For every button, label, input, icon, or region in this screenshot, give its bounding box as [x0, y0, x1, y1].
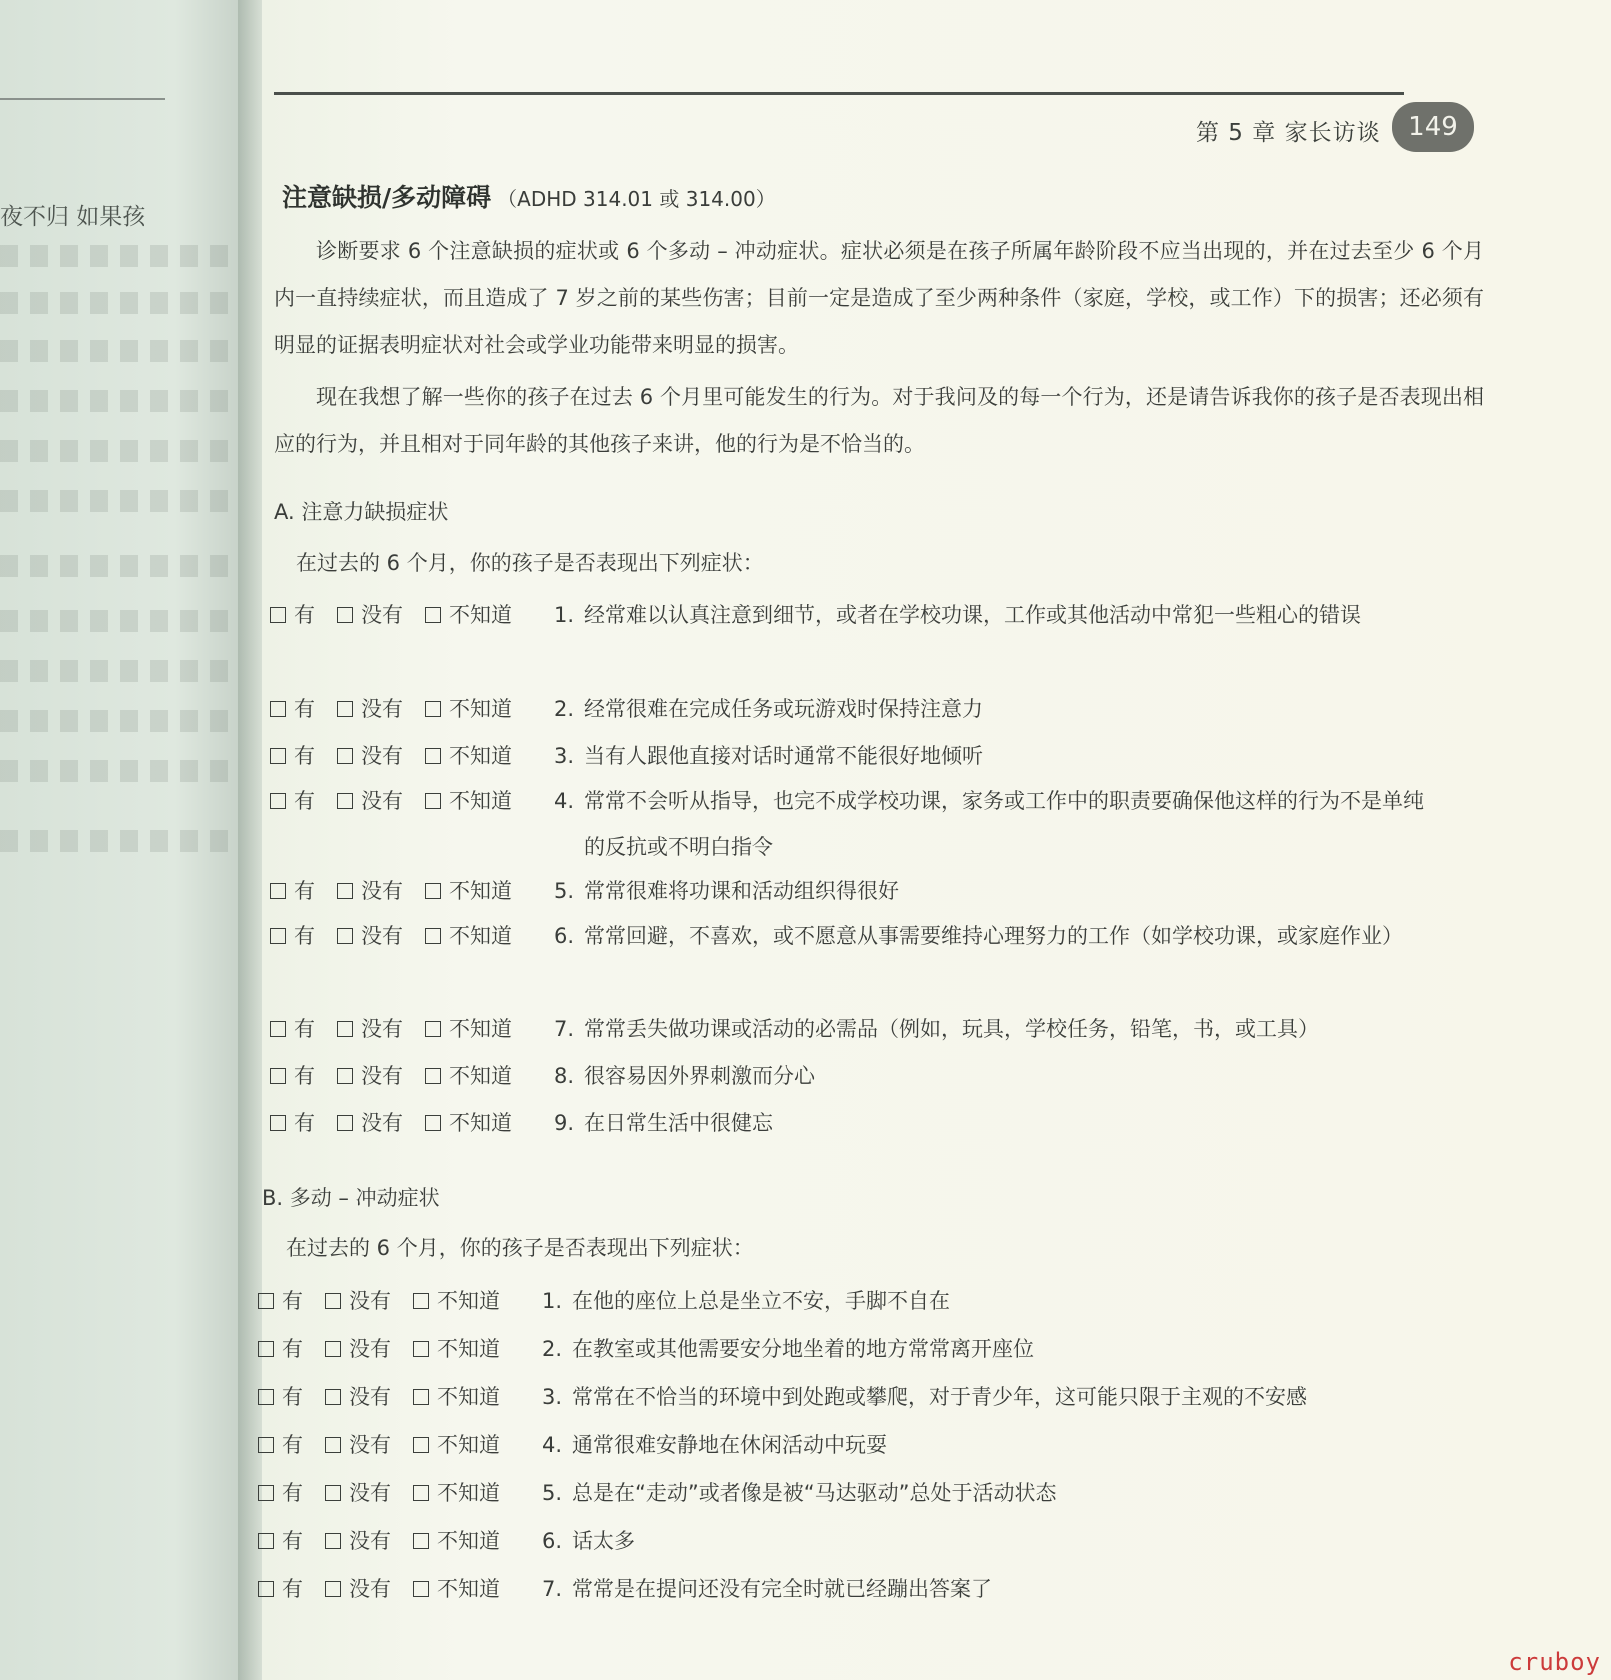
answer-options — [258, 1566, 522, 1612]
option-label: 不知道 — [437, 1337, 500, 1361]
answer-options — [258, 1326, 522, 1372]
part-a-intro: 在过去的 6 个月，你的孩子是否表现出下列症状： — [296, 551, 764, 575]
option-label: 没有 — [349, 1529, 391, 1553]
checkbox-icon[interactable] — [413, 1485, 429, 1501]
option-unknown[interactable] — [413, 1326, 500, 1372]
checkbox-icon[interactable] — [270, 701, 286, 717]
option-label: 有 — [294, 924, 315, 948]
option-no[interactable] — [325, 1278, 391, 1324]
option-label: 没有 — [361, 924, 403, 948]
option-label: 不知道 — [449, 603, 512, 627]
watermark: cruboy — [1508, 1648, 1601, 1676]
option-label: 有 — [294, 1017, 315, 1041]
option-label: 有 — [294, 1111, 315, 1135]
option-label: 不知道 — [449, 1017, 512, 1041]
checkbox-icon[interactable] — [337, 1068, 353, 1084]
checkbox-icon[interactable] — [258, 1389, 274, 1405]
item-number: 1. — [554, 603, 575, 627]
option-no[interactable] — [325, 1470, 391, 1516]
ghost-text — [0, 830, 230, 852]
item-number: 8. — [554, 1064, 575, 1088]
option-label: 不知道 — [449, 924, 512, 948]
checkbox-icon[interactable] — [270, 883, 286, 899]
option-label: 有 — [282, 1337, 303, 1361]
option-label: 没有 — [361, 744, 403, 768]
item-text: 在日常生活中很健忘 — [584, 1111, 773, 1135]
item-number: 6. — [554, 924, 575, 948]
item-number: 2. — [554, 697, 575, 721]
option-no[interactable] — [337, 913, 403, 959]
checkbox-icon[interactable] — [325, 1341, 341, 1357]
ghost-text — [0, 490, 230, 512]
option-yes[interactable] — [258, 1374, 303, 1420]
option-yes[interactable] — [270, 913, 315, 959]
checkbox-icon[interactable] — [337, 793, 353, 809]
checkbox-icon[interactable] — [425, 928, 441, 944]
option-label: 有 — [294, 744, 315, 768]
checkbox-icon[interactable] — [337, 1115, 353, 1131]
option-no[interactable] — [325, 1566, 391, 1612]
item-text: 在教室或其他需要安分地坐着的地方常常离开座位 — [572, 1337, 1034, 1361]
option-no[interactable] — [337, 1006, 403, 1052]
option-yes[interactable] — [258, 1470, 303, 1516]
item-number: 2. — [542, 1337, 563, 1361]
checkbox-icon[interactable] — [413, 1389, 429, 1405]
option-unknown[interactable] — [413, 1470, 500, 1516]
option-label: 没有 — [361, 1017, 403, 1041]
section-title — [282, 178, 776, 214]
option-unknown[interactable] — [413, 1566, 500, 1612]
option-unknown[interactable] — [413, 1278, 500, 1324]
checkbox-icon[interactable] — [425, 1068, 441, 1084]
option-label: 没有 — [361, 697, 403, 721]
item-number: 3. — [554, 744, 575, 768]
option-label: 不知道 — [437, 1433, 500, 1457]
checkbox-icon[interactable] — [337, 607, 353, 623]
checkbox-icon[interactable] — [270, 1068, 286, 1084]
answer-options — [258, 1422, 522, 1468]
option-label: 有 — [282, 1529, 303, 1553]
option-yes[interactable] — [270, 778, 315, 824]
section-code: （ADHD 314.01 或 314.00） — [497, 187, 776, 211]
checkbox-icon[interactable] — [337, 748, 353, 764]
checkbox-icon[interactable] — [258, 1437, 274, 1453]
option-label: 不知道 — [437, 1289, 500, 1313]
item-text: 话太多 — [572, 1529, 635, 1553]
option-label: 不知道 — [449, 744, 512, 768]
option-yes[interactable] — [258, 1422, 303, 1468]
option-label: 没有 — [361, 603, 403, 627]
part-a-heading: A. 注意力缺损症状 — [274, 500, 449, 524]
option-yes[interactable] — [270, 733, 315, 779]
item-number: 1. — [542, 1289, 563, 1313]
chapter-header: 第 5 章 家长访谈 — [1196, 120, 1381, 146]
option-unknown[interactable] — [413, 1422, 500, 1468]
option-label: 不知道 — [437, 1529, 500, 1553]
checkbox-icon[interactable] — [325, 1581, 341, 1597]
checkbox-icon[interactable] — [413, 1341, 429, 1357]
option-yes[interactable] — [270, 1100, 315, 1146]
option-unknown[interactable] — [413, 1374, 500, 1420]
item-text: 很容易因外界刺激而分心 — [584, 1064, 815, 1088]
option-unknown[interactable] — [425, 1100, 512, 1146]
option-no[interactable] — [337, 733, 403, 779]
option-yes[interactable] — [270, 1006, 315, 1052]
ghost-text — [0, 440, 230, 462]
item-text: 常常很难将功课和活动组织得很好 — [584, 879, 899, 903]
item-text: 常常是在提问还没有完全时就已经蹦出答案了 — [572, 1577, 992, 1601]
option-no[interactable] — [337, 868, 403, 914]
option-unknown[interactable] — [425, 686, 512, 732]
checkbox-icon[interactable] — [325, 1533, 341, 1549]
checkbox-icon[interactable] — [258, 1341, 274, 1357]
option-label: 没有 — [361, 1111, 403, 1135]
option-label: 有 — [294, 697, 315, 721]
item-text: 经常难以认真注意到细节，或者在学校功课，工作或其他活动中常犯一些粗心的错误 — [584, 603, 1361, 627]
ghost-text — [0, 760, 230, 782]
item-text: 总是在“走动”或者像是被“马达驱动”总处于活动状态 — [572, 1481, 1057, 1505]
item-number: 6. — [542, 1529, 563, 1553]
ghost-text — [0, 610, 230, 632]
answer-options — [270, 868, 534, 914]
item-text: 通常很难安静地在休闲活动中玩耍 — [572, 1433, 887, 1457]
option-yes[interactable] — [258, 1566, 303, 1612]
checkbox-icon[interactable] — [413, 1533, 429, 1549]
checkbox-icon[interactable] — [270, 607, 286, 623]
answer-options — [270, 1100, 534, 1146]
option-label: 没有 — [361, 1064, 403, 1088]
item-number: 7. — [554, 1017, 575, 1041]
option-yes[interactable] — [270, 1053, 315, 1099]
option-no[interactable] — [325, 1518, 391, 1564]
intro-paragraph-1: 诊断要求 6 个注意缺损的症状或 6 个多动 – 冲动症状。症状必须是在孩子所属年龄阶段不应当出现的，并在过去至少 6 个月内一直持续症状，而且造成了 7 岁之前的某些伤害；目前一定是造成了至少两种条件（家庭，学校，或工作）下的损害；还必须有明显的证据表明症状对社会或学业功能带来明显的损害。 — [274, 239, 1484, 357]
option-no[interactable] — [337, 686, 403, 732]
intro-paragraph-2: 现在我想了解一些你的孩子在过去 6 个月里可能发生的行为。对于我问及的每一个行为，还是请告诉我你的孩子是否表现出相应的行为，并且相对于同年龄的其他孩子来讲，他的行为是不恰当的。 — [274, 385, 1484, 456]
option-unknown[interactable] — [425, 913, 512, 959]
option-label: 有 — [282, 1289, 303, 1313]
option-yes[interactable] — [270, 686, 315, 732]
checkbox-icon[interactable] — [413, 1437, 429, 1453]
option-unknown[interactable] — [425, 592, 512, 638]
option-label: 没有 — [349, 1289, 391, 1313]
checkbox-icon[interactable] — [270, 793, 286, 809]
option-no[interactable] — [325, 1422, 391, 1468]
right-page — [262, 0, 1611, 1680]
option-label: 有 — [294, 603, 315, 627]
ghost-text — [0, 390, 230, 412]
option-label: 没有 — [349, 1577, 391, 1601]
item-text: 常常在不恰当的环境中到处跑或攀爬，对于青少年，这可能只限于主观的不安感 — [572, 1385, 1307, 1409]
option-label: 有 — [294, 789, 315, 813]
answer-options — [270, 592, 534, 638]
item-number: 3. — [542, 1385, 563, 1409]
checkbox-icon[interactable] — [425, 748, 441, 764]
left-page-fragment: 夜不归 如果孩 — [0, 204, 146, 230]
ghost-text — [0, 292, 230, 314]
option-no[interactable] — [337, 1053, 403, 1099]
option-label: 不知道 — [449, 1064, 512, 1088]
left-page-rule — [0, 98, 165, 100]
item-number: 4. — [542, 1433, 563, 1457]
option-label: 有 — [282, 1433, 303, 1457]
checkbox-icon[interactable] — [325, 1437, 341, 1453]
option-label: 不知道 — [449, 697, 512, 721]
item-text: 常常不会听从指导，也完不成学校功课，家务或工作中的职责要确保他这样的行为不是单纯的反抗或不明白指令 — [584, 789, 1424, 859]
checkbox-icon[interactable] — [270, 928, 286, 944]
option-label: 不知道 — [437, 1385, 500, 1409]
option-label: 没有 — [349, 1385, 391, 1409]
option-label: 没有 — [361, 789, 403, 813]
option-label: 有 — [294, 879, 315, 903]
checkbox-icon[interactable] — [425, 607, 441, 623]
option-yes[interactable] — [258, 1326, 303, 1372]
part-b-heading: B. 多动 – 冲动症状 — [262, 1186, 440, 1210]
checkbox-icon[interactable] — [258, 1533, 274, 1549]
option-label: 不知道 — [449, 879, 512, 903]
option-label: 没有 — [361, 879, 403, 903]
checkbox-icon[interactable] — [337, 1021, 353, 1037]
checkbox-icon[interactable] — [258, 1485, 274, 1501]
option-no[interactable] — [325, 1326, 391, 1372]
answer-options — [270, 1006, 534, 1052]
answer-options — [270, 733, 534, 779]
checkbox-icon[interactable] — [337, 701, 353, 717]
option-label: 有 — [294, 1064, 315, 1088]
answer-options — [258, 1278, 522, 1324]
checkbox-icon[interactable] — [425, 793, 441, 809]
option-label: 有 — [282, 1481, 303, 1505]
option-label: 不知道 — [449, 1111, 512, 1135]
option-label: 有 — [282, 1385, 303, 1409]
checkbox-icon[interactable] — [325, 1389, 341, 1405]
option-unknown[interactable] — [425, 778, 512, 824]
checkbox-icon[interactable] — [337, 883, 353, 899]
option-unknown[interactable] — [425, 733, 512, 779]
ghost-text — [0, 340, 230, 362]
checkbox-icon[interactable] — [413, 1293, 429, 1309]
checkbox-icon[interactable] — [270, 1021, 286, 1037]
checkbox-icon[interactable] — [258, 1293, 274, 1309]
item-number: 4. — [554, 789, 575, 813]
option-unknown[interactable] — [425, 868, 512, 914]
checkbox-icon[interactable] — [425, 1021, 441, 1037]
page-number-badge: 149 — [1392, 102, 1474, 152]
checkbox-icon[interactable] — [425, 1115, 441, 1131]
item-text: 常常丢失做功课或活动的必需品（例如，玩具，学校任务，铅笔，书，或工具） — [584, 1017, 1319, 1041]
ghost-text — [0, 555, 230, 577]
ghost-text — [0, 660, 230, 682]
item-number: 5. — [554, 879, 575, 903]
option-label: 不知道 — [437, 1481, 500, 1505]
header-rule — [274, 92, 1404, 95]
ghost-text — [0, 245, 230, 267]
answer-options — [270, 1053, 534, 1099]
item-text: 经常很难在完成任务或玩游戏时保持注意力 — [584, 697, 983, 721]
item-number: 7. — [542, 1577, 563, 1601]
option-no[interactable] — [325, 1374, 391, 1420]
option-yes[interactable] — [270, 592, 315, 638]
option-unknown[interactable] — [425, 1006, 512, 1052]
part-b-intro: 在过去的 6 个月，你的孩子是否表现出下列症状： — [286, 1236, 754, 1260]
option-unknown[interactable] — [425, 1053, 512, 1099]
option-label: 有 — [282, 1577, 303, 1601]
answer-options — [258, 1374, 522, 1420]
option-label: 没有 — [349, 1337, 391, 1361]
checkbox-icon[interactable] — [258, 1581, 274, 1597]
option-label: 不知道 — [449, 789, 512, 813]
item-text: 在他的座位上总是坐立不安，手脚不自在 — [572, 1289, 950, 1313]
answer-options — [258, 1518, 522, 1564]
checkbox-icon[interactable] — [325, 1485, 341, 1501]
checkbox-icon[interactable] — [270, 748, 286, 764]
left-page — [0, 0, 250, 1680]
option-label: 没有 — [349, 1433, 391, 1457]
option-unknown[interactable] — [413, 1518, 500, 1564]
option-label: 不知道 — [437, 1577, 500, 1601]
checkbox-icon[interactable] — [270, 1115, 286, 1131]
checkbox-icon[interactable] — [337, 928, 353, 944]
option-no[interactable] — [337, 592, 403, 638]
option-yes[interactable] — [258, 1518, 303, 1564]
answer-options — [270, 913, 534, 959]
option-yes[interactable] — [270, 868, 315, 914]
ghost-text — [0, 710, 230, 732]
option-no[interactable] — [337, 1100, 403, 1146]
checkbox-icon[interactable] — [413, 1581, 429, 1597]
item-number: 9. — [554, 1111, 575, 1135]
option-yes[interactable] — [258, 1278, 303, 1324]
section-title-text: 注意缺损/多动障碍 — [282, 183, 492, 212]
checkbox-icon[interactable] — [325, 1293, 341, 1309]
checkbox-icon[interactable] — [425, 883, 441, 899]
answer-options — [270, 686, 534, 732]
item-number: 5. — [542, 1481, 563, 1505]
option-label: 没有 — [349, 1481, 391, 1505]
item-text: 常常回避，不喜欢，或不愿意从事需要维持心理努力的工作（如学校功课，或家庭作业） — [584, 924, 1403, 948]
checkbox-icon[interactable] — [425, 701, 441, 717]
answer-options — [270, 778, 534, 824]
answer-options — [258, 1470, 522, 1516]
item-text: 当有人跟他直接对话时通常不能很好地倾听 — [584, 744, 983, 768]
option-no[interactable] — [337, 778, 403, 824]
